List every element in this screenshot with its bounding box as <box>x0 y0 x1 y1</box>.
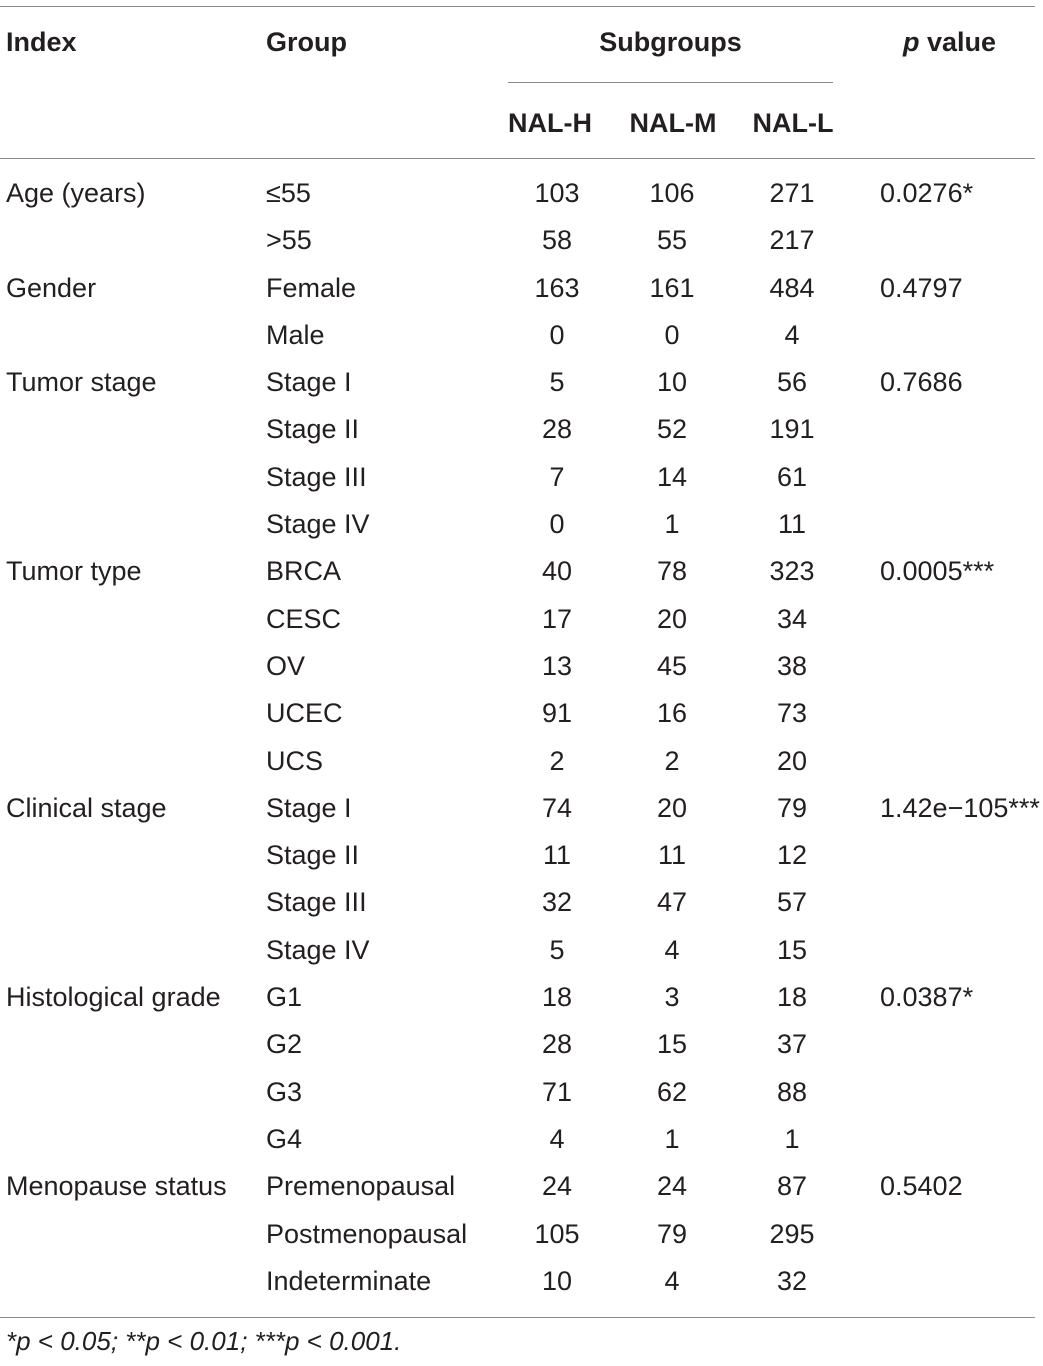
cell-p-value: 1.42e−105*** <box>880 792 1040 823</box>
table-row <box>0 974 1040 1021</box>
cell-index <box>0 927 266 974</box>
cell-index <box>0 643 266 690</box>
cell-nal-h: 0 <box>549 319 565 350</box>
cell-p-value <box>852 1116 1040 1163</box>
cell-index: Histological grade <box>6 982 221 1013</box>
cell-nal-l: 12 <box>776 840 808 871</box>
cell-group: Female <box>266 272 357 303</box>
cell-nal-l: 87 <box>776 1171 808 1202</box>
cell-p-value <box>852 312 1040 359</box>
cell-group: Postmenopausal <box>266 1218 468 1249</box>
cell-p-value <box>852 1258 1040 1305</box>
cell-index: Clinical stage <box>6 792 167 823</box>
footnote: *p < 0.05; **p < 0.01; ***p < 0.001. <box>6 1326 402 1356</box>
cell-nal-h: 0 <box>549 509 565 540</box>
cell-group: Premenopausal <box>266 1171 456 1202</box>
cell-nal-l: 73 <box>776 698 808 729</box>
table-row <box>0 738 1040 785</box>
cell-nal-m: 14 <box>656 461 688 492</box>
cell-p-value <box>852 738 1040 785</box>
cell-index <box>0 1069 266 1116</box>
cell-nal-l: 56 <box>776 367 808 398</box>
cell-nal-h: 91 <box>541 698 573 729</box>
cell-nal-l: 323 <box>769 556 815 587</box>
cell-p-value <box>852 406 1040 453</box>
header-group: Group <box>266 27 347 57</box>
cell-nal-m: 2 <box>664 745 680 776</box>
cell-nal-m: 55 <box>656 225 688 256</box>
cell-nal-m: 4 <box>664 1265 680 1296</box>
data-table <box>0 170 1040 1305</box>
cell-nal-m: 47 <box>656 887 688 918</box>
cell-nal-l: 1 <box>784 1123 800 1154</box>
cell-index <box>0 406 266 453</box>
cell-nal-h: 5 <box>549 934 565 965</box>
cell-nal-h: 2 <box>549 745 565 776</box>
cell-index <box>0 738 266 785</box>
cell-group: CESC <box>266 603 342 634</box>
cell-nal-l: 79 <box>776 792 808 823</box>
cell-nal-h: 163 <box>534 272 580 303</box>
cell-group: Stage IV <box>266 934 370 965</box>
cell-nal-h: 58 <box>541 225 573 256</box>
cell-p-value: 0.7686 <box>880 367 963 398</box>
cell-index <box>0 832 266 879</box>
table-row <box>0 359 1040 406</box>
cell-nal-h: 17 <box>541 603 573 634</box>
cell-nal-m: 106 <box>649 178 695 208</box>
cell-p-value <box>852 1069 1040 1116</box>
cell-p-value <box>852 1211 1040 1258</box>
cell-nal-h: 40 <box>541 556 573 587</box>
table-row <box>0 217 1040 264</box>
cell-p-value <box>852 879 1040 926</box>
cell-p-value: 0.0387* <box>880 982 974 1013</box>
cell-group: OV <box>266 650 306 681</box>
table-row <box>0 406 1040 453</box>
cell-nal-h: 13 <box>541 650 573 681</box>
cell-group: G3 <box>266 1076 303 1107</box>
table-row <box>0 1163 1040 1210</box>
cell-nal-m: 24 <box>656 1171 688 1202</box>
cell-group: ≤55 <box>266 178 311 208</box>
cell-nal-h: 105 <box>534 1218 580 1249</box>
cell-group: UCS <box>266 745 324 776</box>
cell-nal-m: 79 <box>656 1218 688 1249</box>
cell-group: Stage II <box>266 840 360 871</box>
table-row <box>0 1258 1040 1305</box>
cell-nal-l: 20 <box>776 745 808 776</box>
cell-nal-l: 37 <box>776 1029 808 1060</box>
cell-nal-m: 45 <box>656 650 688 681</box>
header-index: Index <box>6 27 77 57</box>
table-body <box>0 170 1040 1305</box>
cell-nal-m: 1 <box>664 1123 680 1154</box>
cell-nal-h: 32 <box>541 887 573 918</box>
cell-index <box>0 879 266 926</box>
cell-p-value <box>852 690 1040 737</box>
cell-nal-h: 11 <box>542 840 572 871</box>
header-subgroups: Subgroups <box>599 27 742 57</box>
header-nal-l: NAL-L <box>752 108 834 138</box>
cell-nal-l: 271 <box>769 178 815 208</box>
cell-index <box>0 1211 266 1258</box>
cell-group: BRCA <box>266 556 342 587</box>
cell-group: Stage I <box>266 792 352 823</box>
cell-nal-m: 15 <box>656 1029 688 1060</box>
table-row <box>0 596 1040 643</box>
subgroups-rule <box>508 82 833 83</box>
table-row <box>0 785 1040 832</box>
table-row <box>0 170 1040 217</box>
cell-nal-l: 4 <box>784 319 800 350</box>
cell-nal-h: 71 <box>541 1076 573 1107</box>
cell-p-value <box>852 927 1040 974</box>
cell-p-value <box>852 596 1040 643</box>
cell-nal-h: 28 <box>541 414 573 445</box>
cell-group: Male <box>266 319 325 350</box>
cell-p-value <box>852 454 1040 501</box>
cell-nal-l: 57 <box>776 887 808 918</box>
bottom-rule <box>0 1317 1035 1318</box>
cell-nal-l: 11 <box>777 509 807 540</box>
table-row <box>0 832 1040 879</box>
header-p-value <box>864 26 1035 58</box>
cell-group: Indeterminate <box>266 1265 432 1296</box>
table-row <box>0 643 1040 690</box>
cell-nal-l: 191 <box>769 414 815 445</box>
cell-nal-h: 28 <box>541 1029 573 1060</box>
table-row <box>0 454 1040 501</box>
table-row <box>0 265 1040 312</box>
table-row <box>0 1211 1040 1258</box>
cell-group: >55 <box>266 225 312 256</box>
cell-nal-l: 88 <box>776 1076 808 1107</box>
cell-group: UCEC <box>266 698 343 729</box>
cell-index <box>0 312 266 359</box>
header-p-suffix: value <box>919 27 997 57</box>
cell-nal-l: 295 <box>769 1218 815 1249</box>
cell-index: Gender <box>6 272 97 303</box>
table-row <box>0 548 1040 595</box>
cell-nal-h: 4 <box>549 1123 565 1154</box>
cell-nal-l: 34 <box>776 603 808 634</box>
cell-group: Stage III <box>266 461 367 492</box>
header-p-letter: p <box>902 27 920 57</box>
cell-p-value: 0.0005*** <box>880 556 995 587</box>
cell-nal-h: 74 <box>541 792 573 823</box>
cell-index <box>0 596 266 643</box>
cell-nal-m: 16 <box>656 698 688 729</box>
table-row <box>0 501 1040 548</box>
cell-nal-l: 15 <box>776 934 808 965</box>
cell-index: Tumor stage <box>6 367 157 398</box>
cell-nal-h: 7 <box>549 461 565 492</box>
cell-nal-m: 62 <box>656 1076 688 1107</box>
table-row <box>0 1021 1040 1068</box>
cell-p-value: 0.4797 <box>880 272 963 303</box>
cell-nal-l: 217 <box>769 225 815 256</box>
cell-nal-h: 18 <box>541 982 573 1013</box>
table-row <box>0 927 1040 974</box>
table-row <box>0 312 1040 359</box>
cell-nal-h: 103 <box>534 178 580 208</box>
cell-p-value <box>852 643 1040 690</box>
cell-nal-l: 484 <box>769 272 815 303</box>
cell-nal-m: 3 <box>664 982 680 1013</box>
cell-nal-m: 1 <box>664 509 680 540</box>
cell-index <box>0 1258 266 1305</box>
table-row <box>0 1069 1040 1116</box>
cell-nal-h: 5 <box>549 367 565 398</box>
cell-index <box>0 690 266 737</box>
cell-group: Stage III <box>266 887 367 918</box>
cell-p-value <box>852 217 1040 264</box>
top-rule <box>0 6 1035 7</box>
cell-nal-l: 18 <box>776 982 808 1013</box>
cell-group: G2 <box>266 1029 303 1060</box>
cell-nal-l: 32 <box>776 1265 808 1296</box>
table-row <box>0 879 1040 926</box>
cell-index: Menopause status <box>6 1171 227 1202</box>
cell-nal-m: 78 <box>656 556 688 587</box>
cell-p-value: 0.5402 <box>880 1171 963 1202</box>
cell-group: Stage II <box>266 414 360 445</box>
cell-index <box>0 217 266 264</box>
cell-index: Tumor type <box>6 556 142 587</box>
cell-nal-l: 61 <box>776 461 808 492</box>
cell-group: Stage IV <box>266 509 370 540</box>
cell-nal-m: 20 <box>656 792 688 823</box>
cell-p-value: 0.0276* <box>880 178 974 208</box>
cell-index: Age (years) <box>6 178 146 208</box>
cell-index <box>0 1021 266 1068</box>
table-row <box>0 1116 1040 1163</box>
cell-group: G1 <box>266 982 303 1013</box>
cell-p-value <box>852 832 1040 879</box>
cell-group: G4 <box>266 1123 303 1154</box>
cell-nal-m: 0 <box>664 319 680 350</box>
cell-nal-h: 10 <box>541 1265 573 1296</box>
cell-nal-m: 52 <box>656 414 688 445</box>
header-nal-m: NAL-M <box>629 108 717 138</box>
cell-group: Stage I <box>266 367 352 398</box>
cell-index <box>0 501 266 548</box>
cell-index <box>0 454 266 501</box>
header-nal-h: NAL-H <box>508 108 592 138</box>
header-rule <box>0 158 1035 159</box>
cell-nal-m: 20 <box>656 603 688 634</box>
cell-nal-m: 4 <box>664 934 680 965</box>
cell-p-value <box>852 1021 1040 1068</box>
cell-nal-m: 11 <box>657 840 687 871</box>
cell-nal-m: 10 <box>656 367 688 398</box>
cell-index <box>0 1116 266 1163</box>
table-row <box>0 690 1040 737</box>
cell-nal-h: 24 <box>541 1171 573 1202</box>
cell-p-value <box>852 501 1040 548</box>
cell-nal-m: 161 <box>649 272 695 303</box>
cell-nal-l: 38 <box>776 650 808 681</box>
